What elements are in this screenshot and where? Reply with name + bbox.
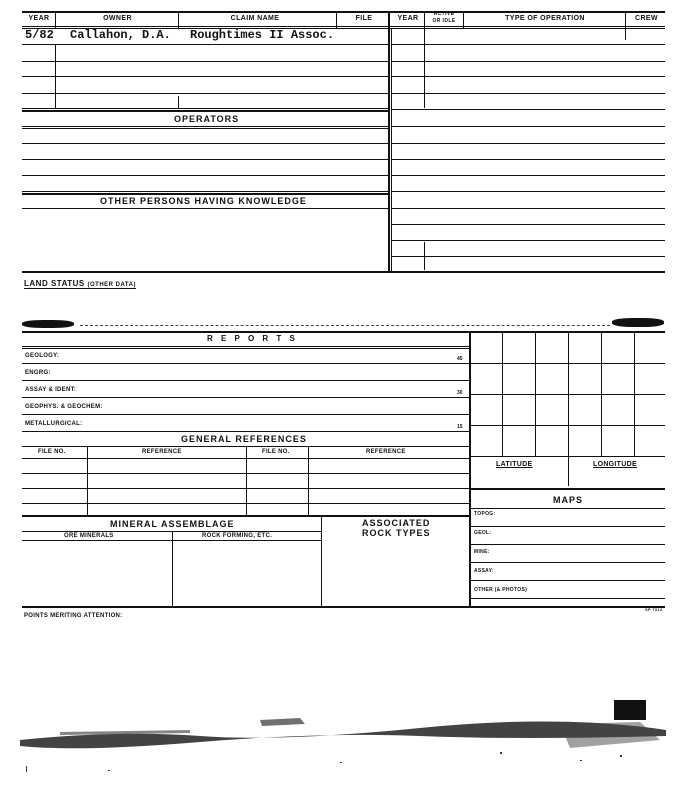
claims-table	[0, 0, 678, 280]
ref-col-reference-2: REFERENCE	[366, 449, 406, 455]
col-year-2: YEAR	[397, 15, 419, 22]
ref-col-reference-1: REFERENCE	[142, 449, 182, 455]
col-claim-name: CLAIM NAME	[230, 15, 280, 22]
report-geology: GEOLOGY:	[25, 353, 60, 359]
land-status-label: LAND STATUS	[24, 279, 85, 288]
land-status-sub: (OTHER DATA)	[87, 282, 136, 288]
land-status-heading	[24, 279, 136, 289]
map-mine: MINE:	[474, 549, 490, 555]
mineral-assemblage-heading: MINERAL ASSEMBLAGE	[110, 519, 235, 529]
col-type-of-operation: TYPE OF OPERATION	[505, 15, 585, 22]
report-geophys-geochem: GEOPHYS. & GEOCHEM:	[25, 404, 103, 410]
entry-owner: Callahon, D.A.	[70, 28, 171, 42]
map-topog: TOPOG:	[474, 511, 496, 517]
report-engrg: ENGRG:	[25, 370, 51, 376]
operators-heading: OPERATORS	[174, 114, 240, 124]
maps-heading: MAPS	[553, 495, 584, 505]
ref-col-file-no-1: FILE NO.	[38, 449, 66, 455]
general-references-heading: GENERAL REFERENCES	[181, 434, 307, 444]
ink-smudge-left	[22, 320, 74, 328]
report-number-30: 30	[457, 390, 463, 396]
col-file: FILE	[355, 15, 373, 22]
col-active-2: OR IDLE	[432, 18, 456, 24]
longitude-label: LONGITUDE	[593, 461, 637, 468]
col-rock-forming: ROCK FORMING, ETC.	[202, 533, 273, 539]
map-assay: ASSAY:	[474, 568, 494, 574]
associated-heading-1: ASSOCIATED	[362, 518, 431, 528]
points-meriting-attention: POINTS MERITING ATTENTION:	[24, 613, 123, 619]
reports-heading: R E P O R T S	[207, 334, 298, 343]
map-geol: GEOL:	[474, 530, 492, 536]
col-active-1: ACTIVE	[433, 11, 455, 17]
col-owner: OWNER	[103, 15, 132, 22]
entry-claim: Roughtimes II Assoc.	[190, 28, 335, 42]
report-assay-ident: ASSAY & IDENT:	[25, 387, 77, 393]
report-number-15: 15	[457, 424, 463, 430]
entry-year: 5/82	[25, 28, 54, 42]
other-persons-heading: OTHER PERSONS HAVING KNOWLEDGE	[100, 196, 307, 206]
ref-col-file-no-2: FILE NO.	[262, 449, 290, 455]
report-number-45: 45	[457, 356, 463, 362]
form-number: SP 7312	[645, 607, 663, 612]
scan-noise	[0, 700, 678, 812]
latitude-label: LATITUDE	[496, 461, 533, 468]
col-year: YEAR	[28, 15, 50, 22]
col-ore-minerals: ORE MINERALS	[64, 533, 114, 539]
associated-heading-2: ROCK TYPES	[362, 528, 431, 538]
map-other-photos: OTHER (& PHOTOS)	[474, 587, 528, 593]
ink-smudge-right	[612, 318, 664, 327]
col-crew: CREW	[635, 15, 658, 22]
reports-section	[0, 328, 678, 618]
report-metallurgical: METALLURGICAL:	[25, 421, 83, 427]
